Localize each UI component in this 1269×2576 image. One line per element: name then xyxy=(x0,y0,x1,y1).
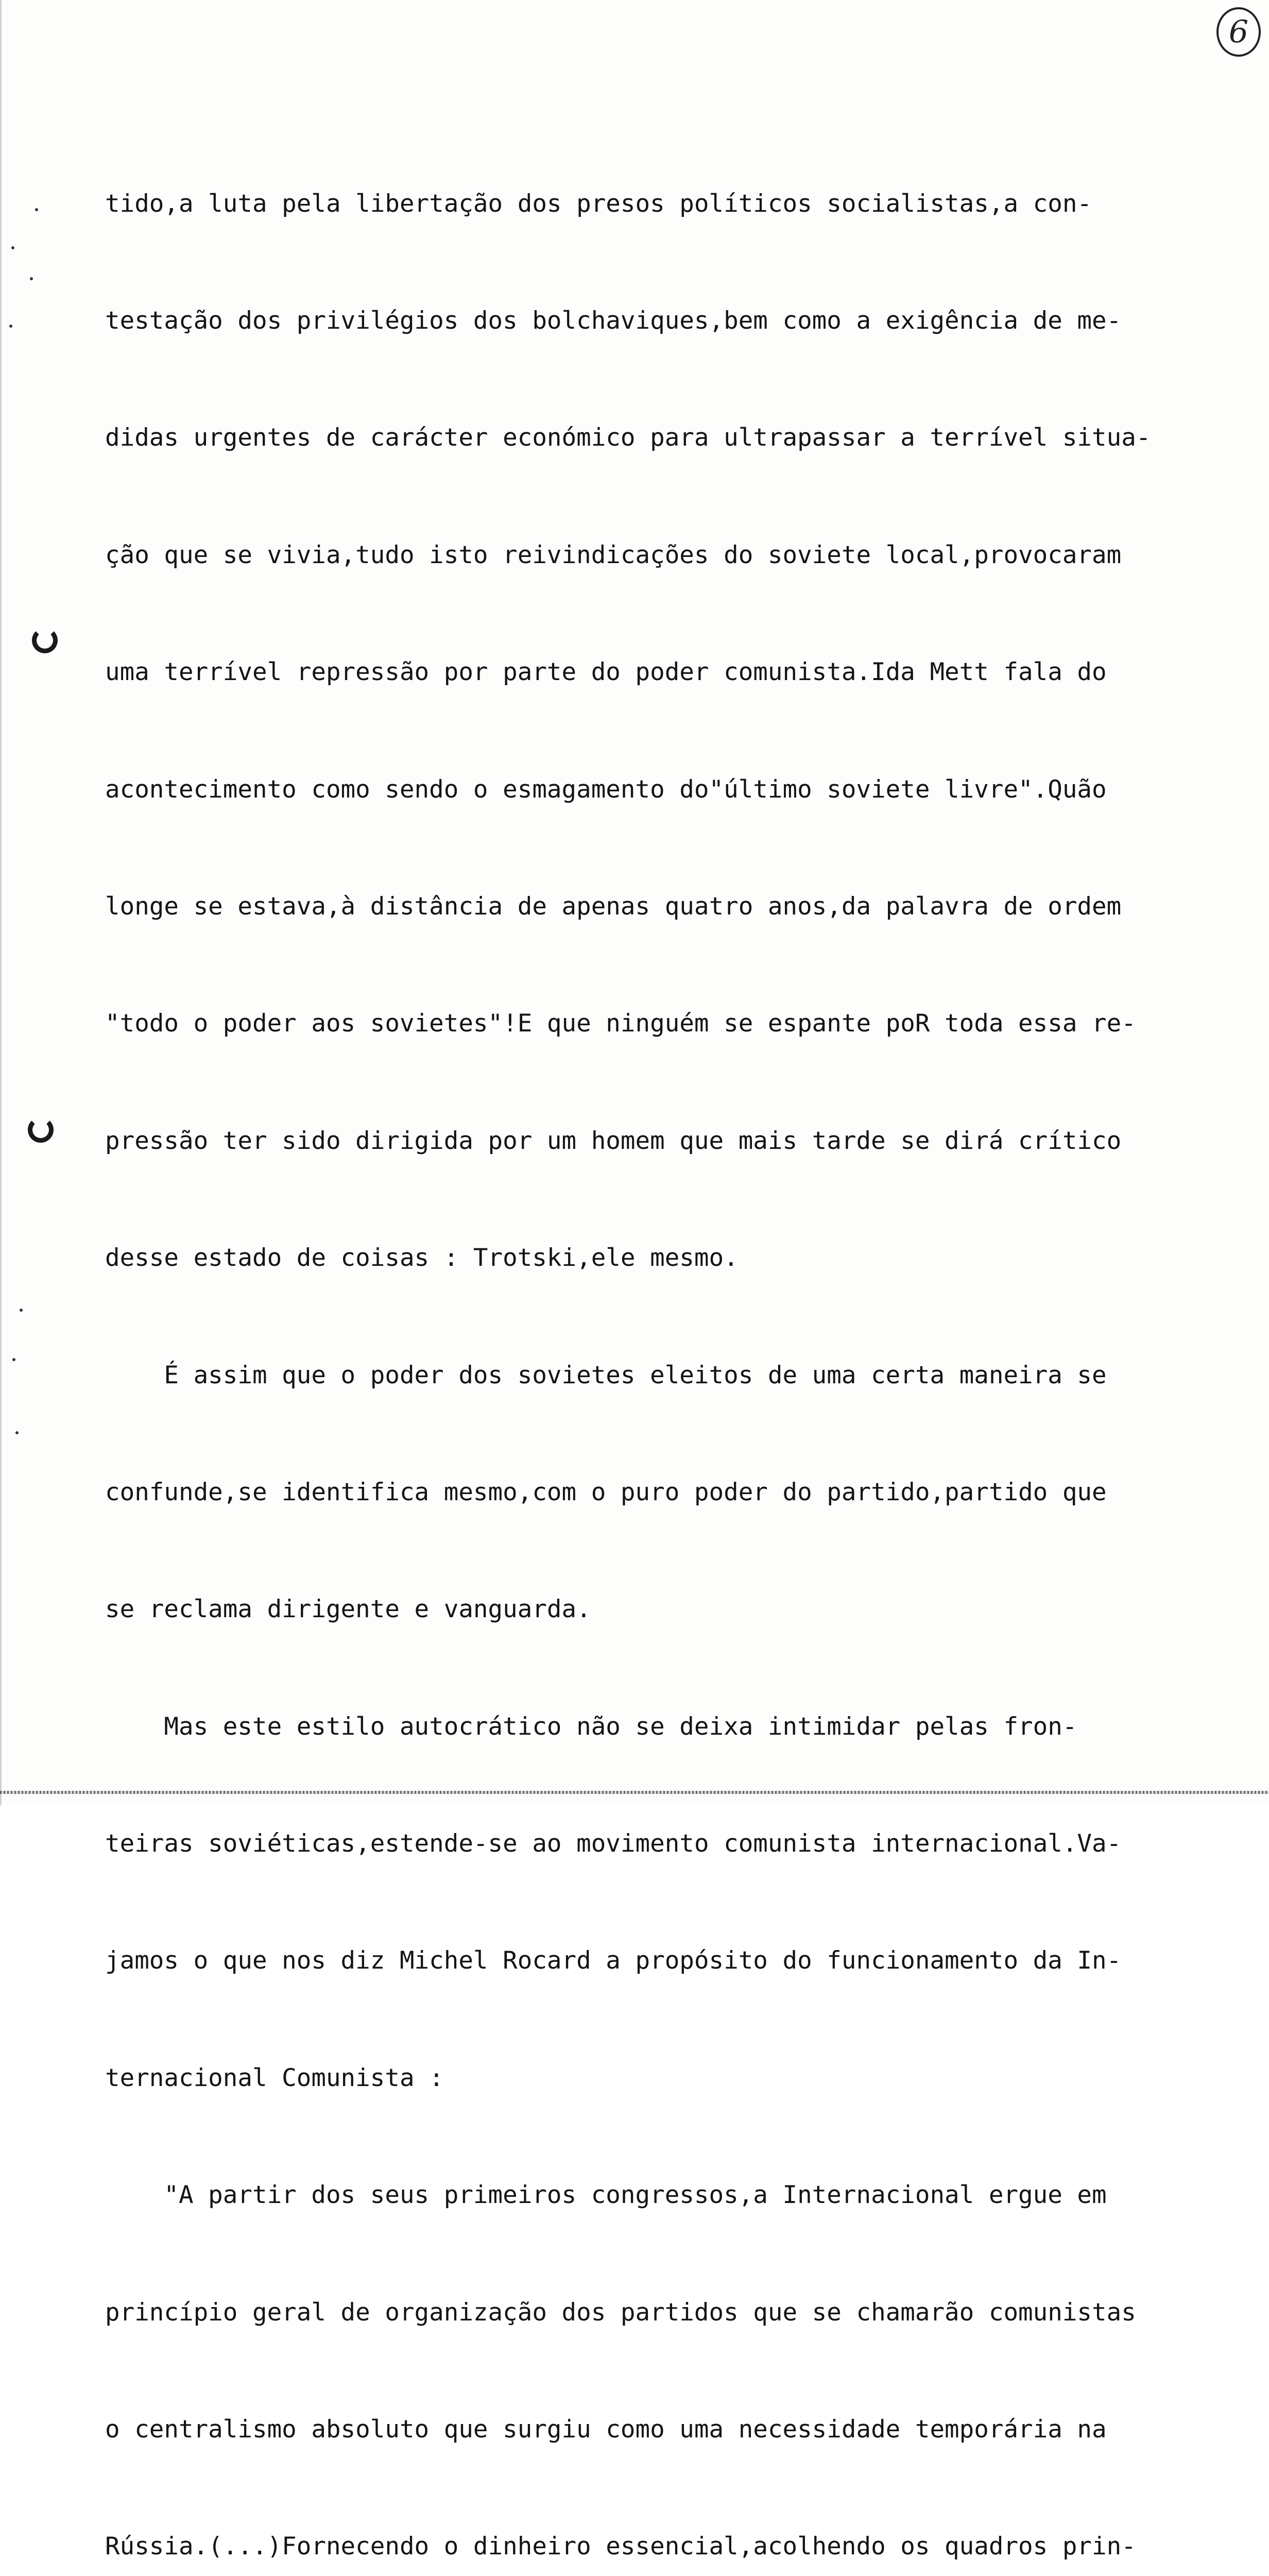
scan-speck xyxy=(11,246,14,249)
page-number: 6 xyxy=(1216,7,1261,57)
scan-speck xyxy=(12,1358,15,1361)
text-line: princípio geral de organização dos partidos que se chamarão comunistas xyxy=(105,2298,1136,2327)
text-line: didas urgentes de carácter económico para ultrapassar a terrível situa- xyxy=(105,423,1151,452)
text-line: desse estado de coisas : Trotski,ele mesmo. xyxy=(105,1244,739,1273)
text-line: Mas este estilo autocrático não se deixa intimidar pelas fron- xyxy=(105,1712,1077,1741)
text-line: tido,a luta pela libertação dos presos políticos socialistas,a con- xyxy=(105,189,1092,218)
page-left-edge xyxy=(0,0,2,1805)
text-line: ção que se vivia,tudo isto reivindicações do soviete local,provocaram xyxy=(105,540,1122,569)
text-line: Rússia.(...)Fornecendo o dinheiro essencial,acolhendo os quadros prin- xyxy=(105,2532,1136,2561)
scan-speck xyxy=(35,208,38,211)
body-text xyxy=(105,106,1233,2576)
scan-speck xyxy=(20,1309,23,1312)
text-line: uma terrível repressão por parte do poder comunista.Ida Mett fala do xyxy=(105,658,1107,687)
text-line: o centralismo absoluto que surgiu como uma necessidade temporária na xyxy=(105,2415,1107,2444)
text-line: jamos o que nos diz Michel Rocard a propósito do funcionamento da In- xyxy=(105,1946,1122,1975)
text-line: "A partir dos seus primeiros congressos,a Internacional ergue em xyxy=(105,2181,1107,2210)
text-line: É assim que o poder dos sovietes eleitos de uma certa maneira se xyxy=(105,1361,1107,1389)
text-line: ternacional Comunista : xyxy=(105,2063,444,2092)
text-line: testação dos privilégios dos bolchaviques,bem como a exigência de me- xyxy=(105,306,1122,335)
text-line: acontecimento como sendo o esmagamento do"último soviete livre".Quão xyxy=(105,775,1107,804)
text-line: "todo o poder aos sovietes"!E que ninguém se espante poR toda essa re- xyxy=(105,1009,1136,1038)
text-line: se reclama dirigente e vanguarda. xyxy=(105,1595,591,1624)
text-line: teiras soviéticas,estende-se ao movimento comunista internacional.Va- xyxy=(105,1829,1122,1858)
text-line: pressão ter sido dirigida por um homem que mais tarde se dirá crítico xyxy=(105,1126,1122,1155)
scan-speck xyxy=(30,277,33,280)
text-line: longe se estava,à distância de apenas quatro anos,da palavra de ordem xyxy=(105,892,1122,921)
text-line: confunde,se identifica mesmo,com o puro poder do partido,partido que xyxy=(105,1478,1107,1506)
scan-speck xyxy=(9,325,12,328)
punch-hole-mark xyxy=(28,1117,54,1143)
punch-hole-mark xyxy=(32,628,58,653)
scan-artifact-line xyxy=(0,1791,1269,1794)
scan-speck xyxy=(15,1431,19,1434)
